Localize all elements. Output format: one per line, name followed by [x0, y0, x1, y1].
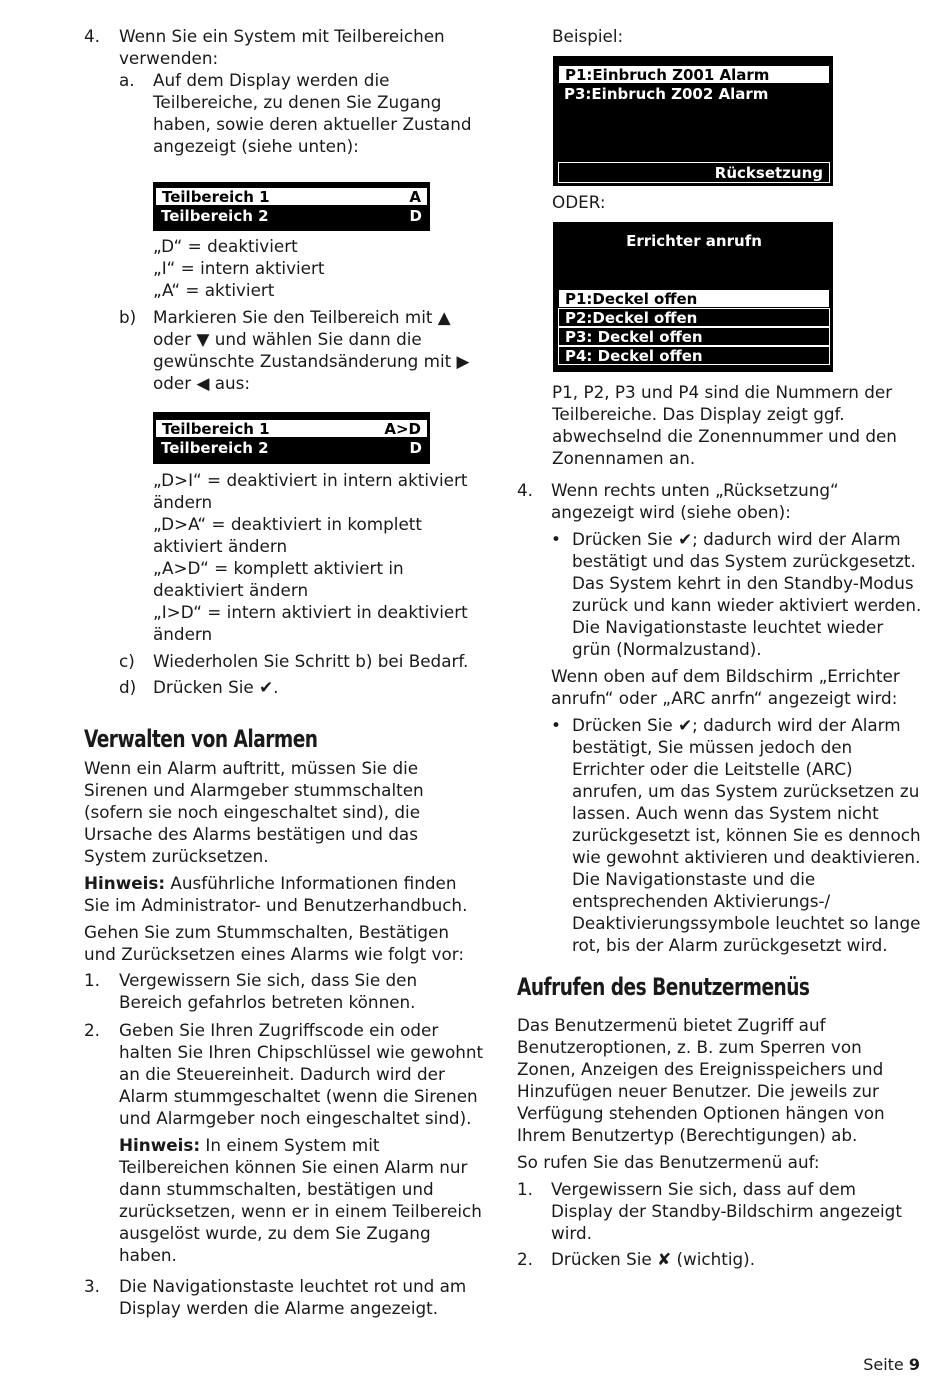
substep-label: b) — [119, 307, 137, 327]
bullet-text: Drücken Sie ✔; dadurch wird der Alarm bestätigt und das System zurückgesetzt. Das System kehrt in den Standby-Modus zurück und kann wieder aktiviert werden. Die Navigationstaste leuchtet wieder grün (Normalzustand). — [572, 529, 922, 659]
bullet-call-installer — [551, 714, 922, 956]
display-row — [155, 419, 428, 438]
step-number: 4. — [84, 26, 101, 46]
display-alarm-list — [553, 56, 833, 186]
partition-name: Teilbereich 1 — [162, 419, 270, 438]
menu-step-2 — [517, 1248, 922, 1270]
substep-text: Markieren Sie den Teilbereich mit ▲ oder ▼ und wählen Sie dann die gewünschte Zustandsänderung mit ▶ oder ◀ aus: — [153, 307, 470, 393]
legend-line: „I>D“ = intern aktiviert in deaktiviert ändern — [153, 602, 468, 644]
substep-text: Auf dem Display werden die Teilbereiche, zu denen Sie Zugang haben, sowie deren aktueller Zustand angezeigt (siehe unten): — [153, 70, 472, 156]
alarm-line: P3:Einbruch Z002 Alarm — [564, 84, 769, 103]
hint-text: Ausführliche Informationen finden Sie im Administrator- und Benutzerhandbuch. — [84, 873, 468, 915]
partition-name: Teilbereich 1 — [162, 187, 270, 206]
substep-label: a. — [119, 70, 135, 90]
step-text: Wenn Sie ein System mit Teilbereichen verwenden: — [119, 26, 445, 68]
reset-softkey-label: Rücksetzung — [714, 163, 823, 182]
page-label: Seite — [863, 1355, 904, 1374]
change-legend — [153, 469, 484, 645]
alarm-step-1 — [84, 969, 484, 1013]
substep-b — [119, 306, 484, 645]
substep-label: d) — [119, 677, 137, 697]
legend-line: „A“ = aktiviert — [153, 280, 275, 300]
display-row — [558, 308, 830, 327]
substep-d — [119, 676, 484, 698]
display-state-change — [153, 412, 430, 464]
legend-line: „D“ = deaktiviert — [153, 236, 298, 256]
partition-name: Teilbereich 2 — [161, 206, 269, 225]
legend-line: „A>D“ = komplett aktiviert in deaktiviert ändern — [153, 558, 404, 600]
display-softkey — [558, 162, 830, 183]
partition-name: Teilbereich 2 — [161, 438, 269, 457]
display-title: Errichter anrufn — [626, 232, 762, 250]
step-text: Geben Sie Ihren Zugriffscode ein oder halten Sie Ihren Chipschlüssel wie gewohnt an die Steuereinheit. Dadurch wird der Alarm stummgeschaltet (wenn die Sirenen und Alarmgeber noch eingeschaltet sind). — [119, 1020, 484, 1128]
hint-text: In einem System mit Teilbereichen können Sie einen Alarm nur dann stummschalten, bestätigen und zurücksetzen, wenn er in einem Teilbereich ausgelöst wurde, zu dem Sie Zugang haben. — [119, 1135, 482, 1265]
zone-line: P1:Deckel offen — [565, 289, 698, 308]
legend-line: „D>A“ = deaktiviert in komplett aktiviert ändern — [153, 514, 422, 556]
zone-line: P4: Deckel offen — [565, 346, 703, 365]
step-text: Vergewissern Sie sich, dass auf dem Display der Standby-Bildschirm angezeigt wird. — [551, 1179, 902, 1243]
left-column — [84, 25, 484, 1319]
step-4 — [84, 25, 484, 698]
user-menu-lead: So rufen Sie das Benutzermenü auf: — [517, 1152, 820, 1172]
substep-text: Drücken Sie ✔. — [153, 677, 279, 697]
legend-line: „I“ = intern aktiviert — [153, 258, 325, 278]
step-text: Wenn rechts unten „Rücksetzung“ angezeigt wird (siehe oben): — [551, 480, 839, 522]
bullet-text: Drücken Sie ✔; dadurch wird der Alarm bestätigt, Sie müssen jedoch den Errichter oder die Leitstelle (ARC) anrufen, um das System zurücksetzen zu lassen. Auch wenn das System nicht zurückgesetzt ist, können Sie es dennoch wie gewohnt aktivieren und deaktivieren. Die Navigationstaste und die entsprechenden Aktivierungs-/ Deaktivierungssymbole leuchtet so lange rot, bis der Alarm zurückgesetzt wird. — [572, 715, 921, 955]
partition-note: P1, P2, P3 und P4 sind die Nummern der Teilbereiche. Das Display zeigt ggf. abwechselnd die Zonennummer und den Zonennamen an. — [552, 382, 897, 468]
partition-state: D — [409, 206, 422, 225]
section-title-user-menu: Aufrufen des Benutzermenüs — [517, 973, 810, 1001]
display-row — [558, 327, 830, 346]
page-number: 9 — [908, 1355, 920, 1374]
substep-label: c) — [119, 651, 135, 671]
alarm-step-4 — [517, 479, 922, 956]
page-footer — [863, 1354, 920, 1376]
partition-state: A>D — [384, 419, 421, 438]
step-text: Vergewissern Sie sich, dass Sie den Bereich gefahrlos betreten können. — [119, 970, 418, 1012]
substep-a — [119, 69, 484, 301]
bullet-mark: • — [551, 529, 561, 549]
substep-text: Wiederholen Sie Schritt b) bei Bedarf. — [153, 651, 469, 671]
step-number: 2. — [84, 1020, 101, 1040]
display-row — [558, 84, 830, 103]
alarm-step-2 — [84, 1019, 484, 1266]
step-text: Die Navigationstaste leuchtet rot und am Display werden die Alarme angezeigt. — [119, 1276, 467, 1318]
step-number: 1. — [84, 970, 101, 990]
display-row — [558, 65, 830, 84]
bullet-mark: • — [551, 715, 561, 735]
zone-line: P3: Deckel offen — [565, 327, 703, 346]
step-number: 1. — [517, 1179, 534, 1199]
example-label: Beispiel: — [552, 26, 624, 46]
step-number: 3. — [84, 1276, 101, 1296]
menu-step-1 — [517, 1178, 922, 1244]
step-hint — [119, 1134, 484, 1266]
alarm-step-3 — [84, 1275, 484, 1319]
display-row — [558, 346, 830, 365]
step-number: 2. — [517, 1249, 534, 1269]
bullet-reset — [551, 528, 922, 660]
alarms-intro: Wenn ein Alarm auftritt, müssen Sie die Sirenen und Alarmgeber stummschalten (sofern sie noch eingeschaltet sind), die Ursache des Alarms bestätigen und das System zurücksetzen. — [84, 758, 424, 866]
step-text: Drücken Sie ✘ (wichtig). — [551, 1249, 756, 1269]
display-row — [155, 206, 428, 225]
hint-label: Hinweis: — [84, 873, 166, 893]
user-menu-intro: Das Benutzermenü bietet Zugriff auf Benutzeroptionen, z. B. zum Sperren von Zonen, Anzeigen des Ereignisspeichers und Hinzufügen neuer Benutzer. Die jeweils zur Verfügung stehenden Optionen hängen von Ihrem Benutzertyp (Berechtigungen) ab. — [517, 1015, 885, 1145]
section-title-alarms: Verwalten von Alarmen — [84, 725, 318, 753]
hint-label: Hinweis: — [119, 1135, 201, 1155]
partition-state: A — [409, 187, 421, 206]
display-call-installer — [553, 222, 833, 372]
or-label: ODER: — [552, 192, 606, 212]
call-installer-condition: Wenn oben auf dem Bildschirm „Errichter anrufn“ oder „ARC anrfn“ angezeigt wird: — [551, 666, 900, 708]
partition-state: D — [409, 438, 422, 457]
right-column — [517, 25, 922, 1270]
procedure-lead: Gehen Sie zum Stummschalten, Bestätigen und Zurücksetzen eines Alarms wie folgt vor: — [84, 922, 465, 964]
display-row — [155, 438, 428, 457]
zone-line: P2:Deckel offen — [565, 308, 698, 327]
legend-line: „D>I“ = deaktiviert in intern aktiviert ändern — [153, 470, 468, 512]
display-partitions-status — [153, 182, 430, 231]
substep-c — [119, 650, 484, 672]
hint-paragraph — [84, 872, 484, 916]
state-legend — [153, 235, 484, 301]
display-row — [558, 289, 830, 308]
alarm-line: P1:Einbruch Z001 Alarm — [565, 65, 770, 84]
step-number: 4. — [517, 480, 534, 500]
display-row — [155, 187, 428, 206]
